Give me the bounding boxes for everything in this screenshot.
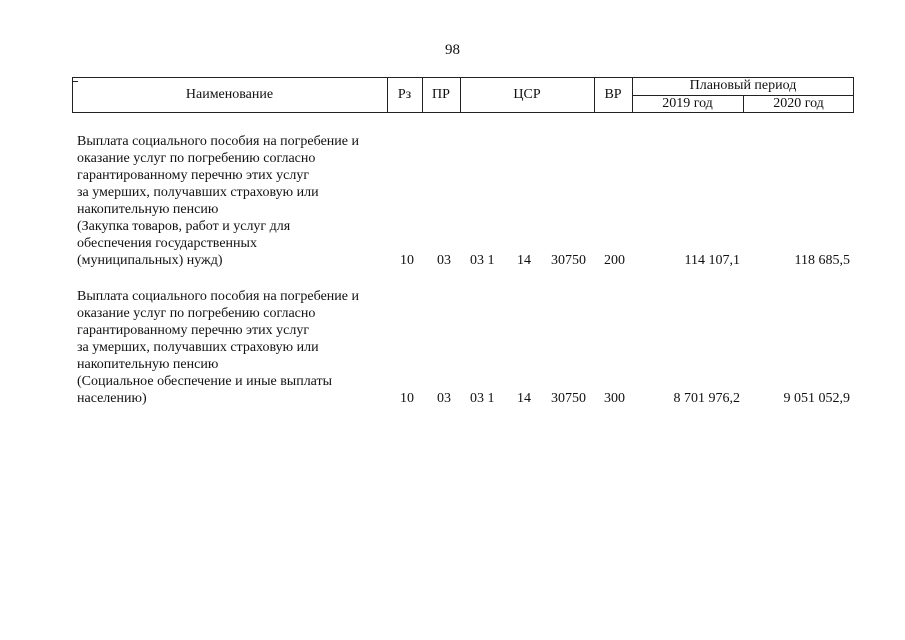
- header-pr: ПР: [432, 87, 450, 102]
- header-rz: Рз: [397, 87, 412, 102]
- row-1-csr-subprogram: 14: [517, 253, 531, 268]
- row-2-pr: 03: [437, 391, 451, 406]
- header-name: Наименование: [185, 87, 274, 102]
- row-2-name-line: оказание услуг по погребению согласно: [77, 306, 316, 321]
- row-1-amount-2020: 118 685,5: [794, 253, 850, 268]
- header-year-2019: 2019 год: [662, 96, 713, 111]
- row-1-name-line: (Закупка товаров, работ и услуг для: [77, 219, 291, 234]
- row-2-name-line: населению): [77, 391, 147, 406]
- row-2-name-line: Выплата социального пособия на погребение и: [77, 289, 359, 304]
- row-1-csr-program: 03 1: [470, 253, 495, 268]
- row-1-name-line: гарантированному перечню этих услуг: [77, 168, 310, 183]
- row-2-csr-subprogram: 14: [517, 391, 531, 406]
- row-2-csr-program: 03 1: [470, 391, 495, 406]
- row-1-name: [77, 133, 387, 269]
- header-planned-period: Плановый период: [689, 78, 797, 93]
- header-year-2020: 2020 год: [773, 96, 824, 111]
- header-csr: ЦСР: [513, 87, 541, 102]
- row-1-pr: 03: [437, 253, 451, 268]
- row-1-name-line: обеспечения государственных: [77, 236, 257, 251]
- row-1-rz: 10: [400, 253, 414, 268]
- row-2-rz: 10: [400, 391, 414, 406]
- row-2-vr: 300: [604, 391, 625, 406]
- page-number: 98: [445, 42, 460, 58]
- row-1-csr-direction: 30750: [551, 253, 586, 268]
- row-2-csr-direction: 30750: [551, 391, 586, 406]
- row-1-name-line: за умерших, получавших страховую или: [77, 185, 319, 200]
- row-2-amount-2019: 8 701 976,2: [673, 391, 740, 406]
- header-vr: ВР: [604, 87, 622, 102]
- row-2-name-line: гарантированному перечню этих услуг: [77, 323, 310, 338]
- row-1-name-line: накопительную пенсию: [77, 202, 219, 217]
- row-2-name-line: накопительную пенсию: [77, 357, 219, 372]
- row-1-amount-2019: 114 107,1: [684, 253, 740, 268]
- row-2-name-line: за умерших, получавших страховую или: [77, 340, 319, 355]
- row-1-name-line: (муниципальных) нужд): [77, 253, 223, 268]
- row-1-name-line: оказание услуг по погребению согласно: [77, 151, 316, 166]
- row-2-name: [77, 288, 387, 407]
- row-2-amount-2020: 9 051 052,9: [783, 391, 850, 406]
- row-1-name-line: Выплата социального пособия на погребение и: [77, 134, 359, 149]
- row-2-name-line: (Социальное обеспечение и иные выплаты: [77, 374, 333, 389]
- row-1-vr: 200: [604, 253, 625, 268]
- table-header: [72, 77, 854, 113]
